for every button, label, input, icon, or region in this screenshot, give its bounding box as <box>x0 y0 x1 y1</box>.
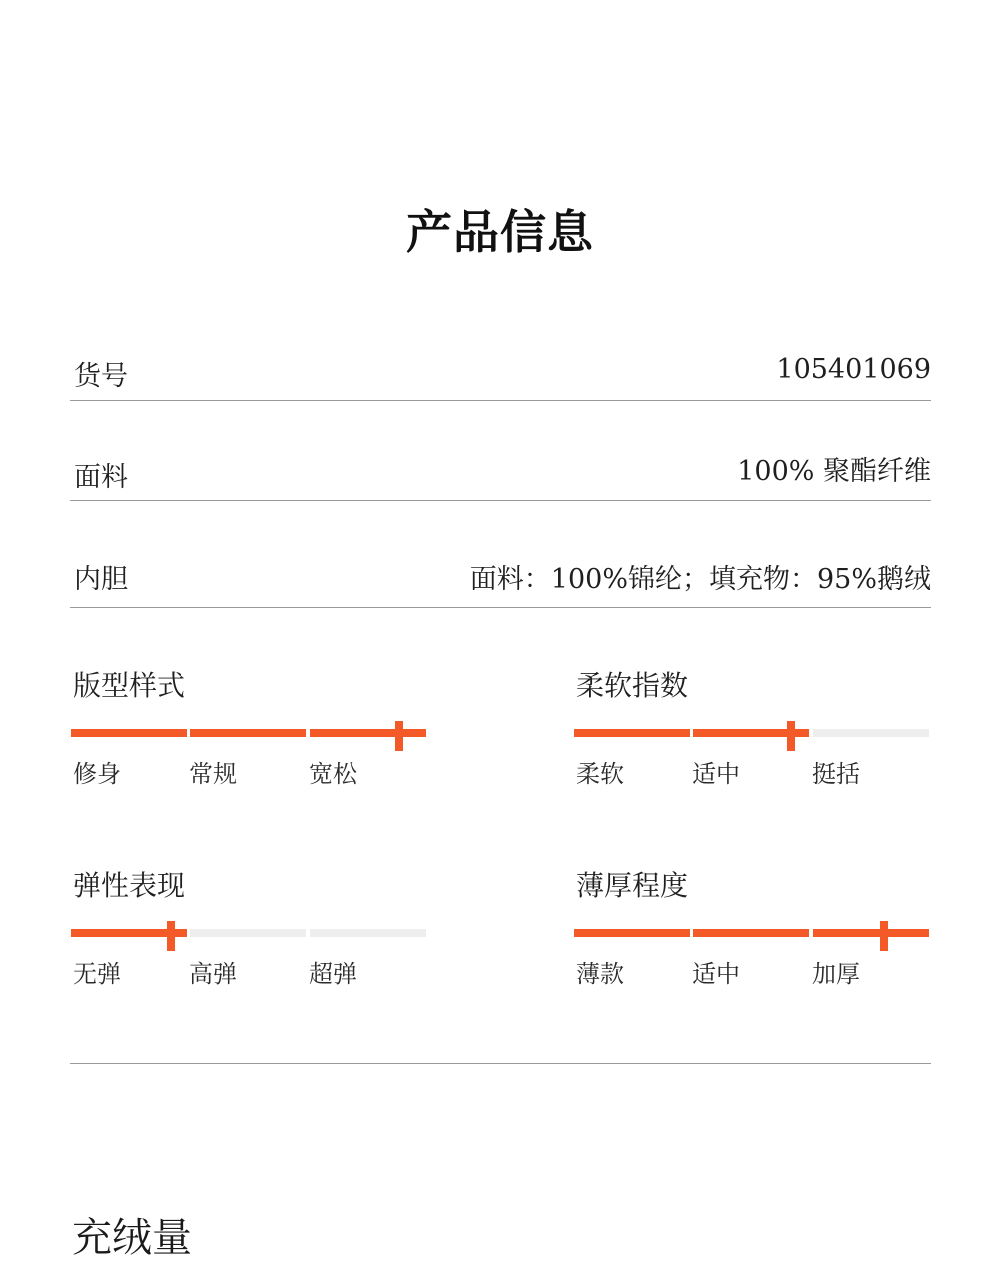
fabric-label: 面料 <box>74 462 128 493</box>
softness-scale-title: 柔软指数 <box>576 669 689 702</box>
thickness-scale <box>574 864 930 988</box>
section-divider <box>70 1063 931 1064</box>
fit-level-marker <box>395 721 403 751</box>
lining-row <box>70 501 931 608</box>
softness-scale-track <box>574 721 930 745</box>
fit-scale <box>71 664 427 788</box>
softness-label-2: 适中 <box>692 760 740 788</box>
thickness-segment-2 <box>693 929 809 937</box>
softness-label-1: 柔软 <box>576 760 624 788</box>
lining-value: 面料：100%锦纶；填充物：95%鹅绒 <box>469 564 931 595</box>
softness-scale <box>574 664 930 788</box>
item-number-row <box>70 340 931 401</box>
elasticity-label-3: 超弹 <box>309 960 357 988</box>
softness-segment-1 <box>574 729 690 737</box>
thickness-segment-1 <box>574 929 690 937</box>
fit-label-2: 常规 <box>189 760 237 788</box>
elasticity-scale-title: 弹性表现 <box>73 869 186 902</box>
fabric-row <box>70 401 931 501</box>
item-number-label: 货号 <box>74 361 128 392</box>
thickness-segment-3 <box>813 929 929 937</box>
down-fill-heading: 充绒量 <box>72 1215 192 1261</box>
fit-label-1: 修身 <box>73 760 121 788</box>
fit-segment-1 <box>71 729 187 737</box>
thickness-scale-title: 薄厚程度 <box>576 869 689 902</box>
thickness-label-3: 加厚 <box>812 960 860 988</box>
lining-label: 内胆 <box>74 564 128 595</box>
fit-segment-3 <box>310 729 426 737</box>
softness-segment-3 <box>813 729 929 737</box>
elasticity-label-1: 无弹 <box>73 960 121 988</box>
elasticity-scale <box>71 864 427 988</box>
fit-segment-2 <box>190 729 306 737</box>
thickness-level-marker <box>880 921 888 951</box>
softness-label-3: 挺括 <box>812 760 860 788</box>
elasticity-segment-3 <box>310 929 426 937</box>
thickness-label-1: 薄款 <box>576 960 624 988</box>
softness-level-marker <box>787 721 795 751</box>
item-number-value: 105401069 <box>776 354 931 385</box>
elasticity-label-2: 高弹 <box>189 960 237 988</box>
elasticity-level-marker <box>167 921 175 951</box>
elasticity-scale-track <box>71 921 427 945</box>
fabric-value: 100% 聚酯纤维 <box>737 456 931 487</box>
fit-label-3: 宽松 <box>309 760 357 788</box>
elasticity-segment-2 <box>190 929 306 937</box>
thickness-label-2: 适中 <box>692 960 740 988</box>
fit-scale-track <box>71 721 427 745</box>
fit-scale-title: 版型样式 <box>73 669 186 702</box>
thickness-scale-track <box>574 921 930 945</box>
page-title: 产品信息 <box>406 205 594 259</box>
